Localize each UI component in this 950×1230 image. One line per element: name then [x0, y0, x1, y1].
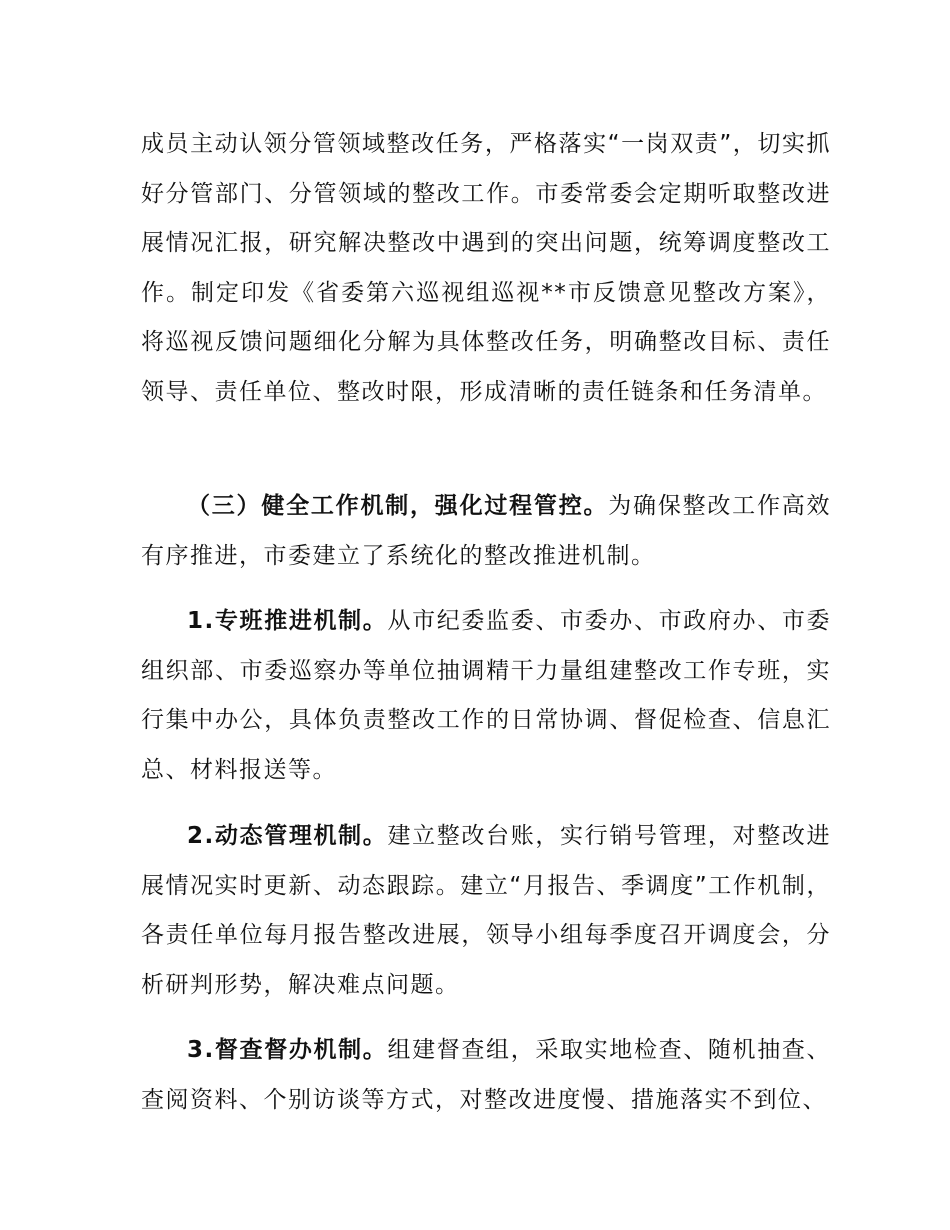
- paragraph-text: 为确保整改工作高效有序推进，市委建立了系统化的整改推进机制。: [141, 493, 832, 569]
- paragraph-mechanism-1: [141, 597, 831, 795]
- paragraph-continuation: [141, 120, 831, 418]
- paragraph-text: 组建督查组，采取实地检查、随机抽查、查阅资料、个别访谈等方式，对整改进度慢、措施落实不到位、: [141, 1037, 832, 1113]
- paragraph-text: 从市纪委监委、市委办、市政府办、市委组织部、市委巡察办等单位抽调精干力量组建整改工作专班，实行集中办公，具体负责整改工作的日常协调、督促检查、信息汇总、材料报送等。: [141, 608, 832, 783]
- paragraph-section-three: [141, 482, 831, 581]
- paragraph-mechanism-2: [141, 812, 831, 1010]
- mechanism-heading: 3.督查督办机制。: [187, 1037, 388, 1063]
- paragraph-text: 建立整改台账，实行销号管理，对整改进展情况实时更新、动态跟踪。建立“月报告、季调度”工作机制，各责任单位每月报告整改进展，领导小组每季度召开调度会，分析研判形势，解决难点问题。: [141, 823, 832, 998]
- section-heading: （三）健全工作机制，强化过程管控。: [187, 493, 609, 519]
- mechanism-heading: 2.动态管理机制。: [187, 823, 388, 849]
- mechanism-heading: 1.专班推进机制。: [187, 608, 388, 634]
- paragraph-mechanism-3: [141, 1026, 831, 1125]
- paragraph-text: 成员主动认领分管领域整改任务，严格落实“一岗双责”，切实抓好分管部门、分管领域的整改工作。市委常委会定期听取整改进展情况汇报，研究解决整改中遇到的突出问题，统筹调度整改工作。制定印发《省委第六巡视组巡视**市反馈意见整改方案》，将巡视反馈问题细化分解为具体整改任务，明确整改目标、责任领导、责任单位、整改时限，形成清晰的责任链条和任务清单。: [141, 131, 831, 405]
